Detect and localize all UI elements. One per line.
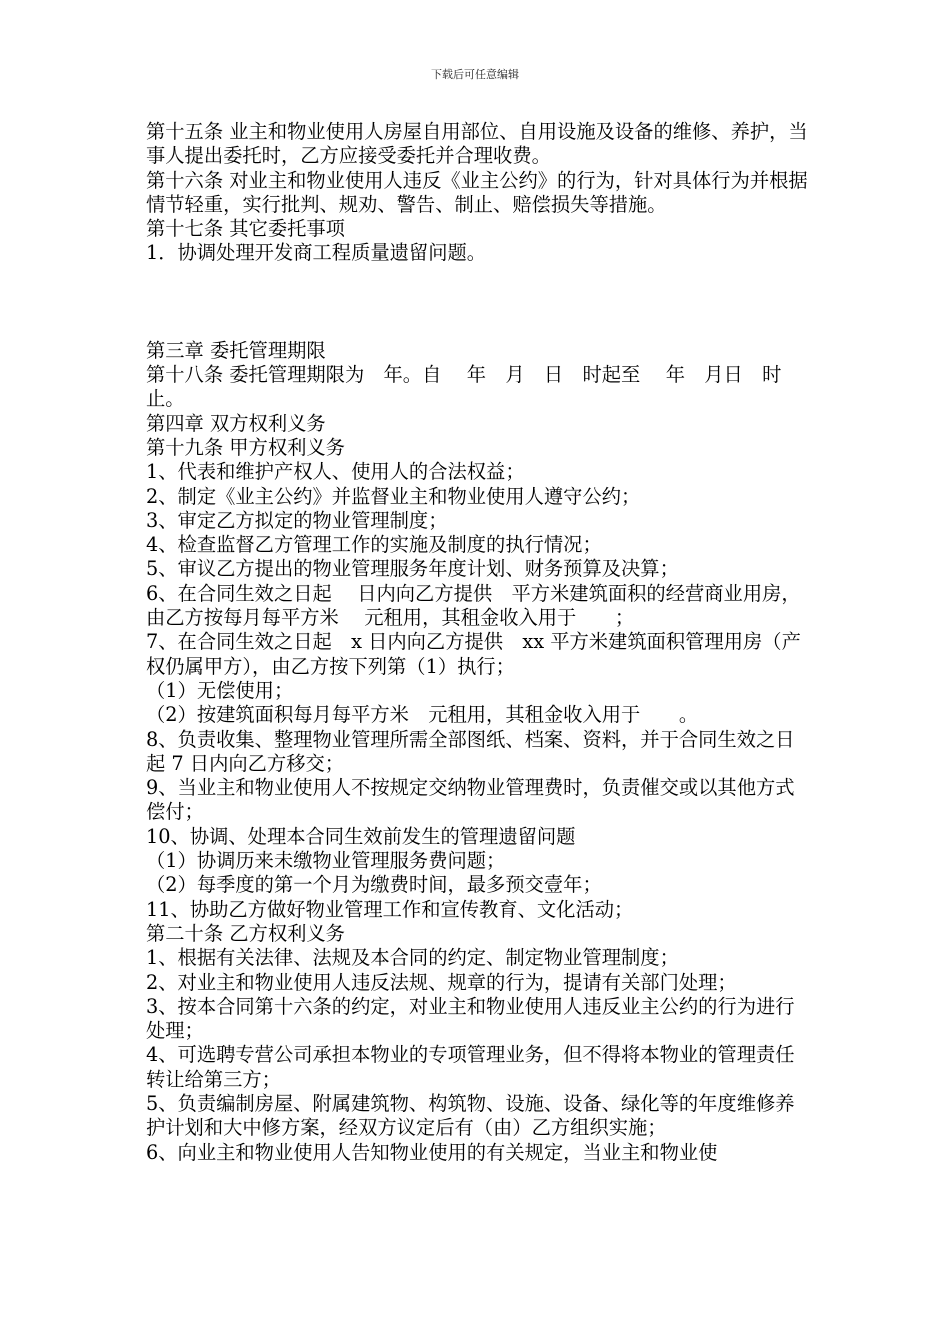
list-item: （2）按建筑面积每月每平方米 元租用，其租金收入用于 。 [146, 703, 699, 727]
list-item: 4、可选聘专营公司承担本物业的专项管理业务，但不得将本物业的管理责任转让给第三方； [146, 1043, 795, 1091]
list-item: 4、检查监督乙方管理工作的实施及制度的执行情况； [146, 533, 602, 557]
list-item: 5、审议乙方提出的物业管理服务年度计划、财务预算及决算； [146, 557, 679, 581]
article-heading: 第十九条 甲方权利义务 [146, 435, 345, 459]
list-item: （1）协调历来未缴物业管理服务费问题； [146, 849, 506, 873]
list-item: 8、负责收集、整理物业管理所需全部图纸、档案、资料，并于合同生效之日起 7 日内向乙方移交； [146, 727, 795, 775]
page-header: 下载后可任意编辑 [431, 68, 519, 81]
list-item: 9、当业主和物业使用人不按规定交纳物业管理费时，负责催交或以其他方式偿付； [146, 776, 795, 824]
chapter-heading: 第四章 双方权利义务 [146, 411, 326, 435]
list-item: 2、制定《业主公约》并监督业主和物业使用人遵守公约； [146, 484, 641, 508]
list-item: 3、审定乙方拟定的物业管理制度； [146, 508, 448, 532]
list-item: 6、向业主和物业使用人告知物业使用的有关规定，当业主和物业使 [146, 1140, 718, 1164]
list-item: 6、在合同生效之日起 日内向乙方提供 平方米建筑面积的经营商业用房，由乙方按每月每平方米 元租用，其租金收入用于 ； [146, 581, 801, 630]
paragraph: 第十八条 委托管理期限为 年。自 年 月 日 时起至 年 月日 时止。 [146, 363, 782, 411]
list-item: 5、负责编制房屋、附属建筑物、构筑物、设施、设备、绿化等的年度维修养护计划和大中修方案，经双方议定后有（由）乙方组织实施； [146, 1091, 795, 1140]
paragraph: 第十五条 业主和物业使用人房屋自用部位、自用设施及设备的维修、养护，当事人提出委托时，乙方应接受委托并合理收费。 [146, 120, 808, 168]
list-item: 1、根据有关法律、法规及本合同的约定、制定物业管理制度； [146, 946, 679, 970]
list-item: 1、代表和维护产权人、使用人的合法权益； [146, 460, 525, 484]
list-item: 3、按本合同第十六条的约定，对业主和物业使用人违反业主公约的行为进行处理； [146, 994, 795, 1043]
list-item: 10、协调、处理本合同生效前发生的管理遗留问题 [146, 824, 576, 848]
document-body [146, 120, 810, 1165]
list-item: 2、对业主和物业使用人违反法规、规章的行为，提请有关部门处理； [146, 970, 737, 994]
list-item: （1）无偿使用； [146, 678, 294, 702]
blank-gap [146, 266, 810, 339]
paragraph: 第十六条 对业主和物业使用人违反《业主公约》的行为，针对具体行为并根据情节轻重，实行批判、规劝、警告、制止、赔偿损失等措施。 [146, 168, 808, 216]
list-item: 7、在合同生效之日起 x 日内向乙方提供 xx 平方米建筑面积管理用房（产权仍属甲方），由乙方按下列第（1）执行； [146, 630, 801, 678]
list-item: 11、协助乙方做好物业管理工作和宣传教育、文化活动； [146, 897, 634, 921]
paragraph: 1．协调处理开发商工程质量遗留问题。 [146, 241, 487, 265]
paragraph: 第十七条 其它委托事项 [146, 217, 345, 241]
article-heading: 第二十条 乙方权利义务 [146, 921, 345, 945]
chapter-heading: 第三章 委托管理期限 [146, 338, 326, 362]
list-item: （2）每季度的第一个月为缴费时间，最多预交壹年； [146, 873, 602, 897]
